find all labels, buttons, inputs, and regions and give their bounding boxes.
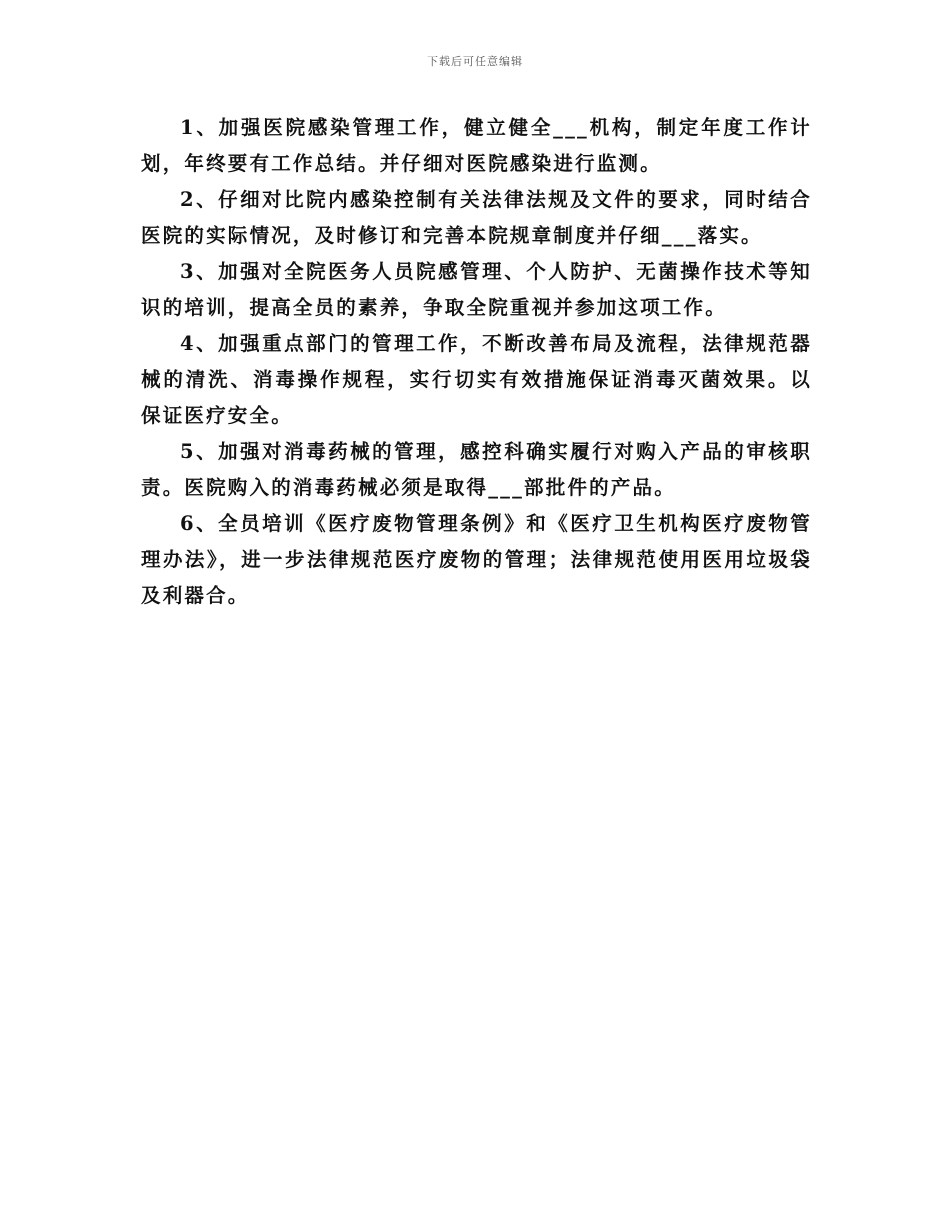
paragraph-3: 3、加强对全院医务人员院感管理、个人防护、无菌操作技术等知识的培训，提高全员的素养，争取全院重视并参加这项工作。 (141, 260, 812, 319)
paragraph-5: 5、加强对消毒药械的管理，感控科确实履行对购入产品的审核职责。医院购入的消毒药械必须是取得___部批件的产品。 (141, 440, 812, 499)
paragraph-4: 4、加强重点部门的管理工作，不断改善布局及流程，法律规范器械的清洗、消毒操作规程，实行切实有效措施保证消毒灭菌效果。以保证医疗安全。 (141, 332, 812, 427)
paragraph-1: 1、加强医院感染管理工作，健立健全___机构，制定年度工作计划，年终要有工作总结。并仔细对医院感染进行监测。 (141, 116, 812, 175)
paragraph-6: 6、全员培训《医疗废物管理条例》和《医疗卫生机构医疗废物管理办法》，进一步法律规范医疗废物的管理；法律规范使用医用垃圾袋及利器合。 (141, 512, 812, 607)
paragraph-2: 2、仔细对比院内感染控制有关法律法规及文件的要求，同时结合医院的实际情况，及时修订和完善本院规章制度并仔细___落实。 (141, 188, 812, 247)
header-note: 下载后可任意编辑 (427, 55, 523, 68)
document-body (141, 110, 812, 614)
